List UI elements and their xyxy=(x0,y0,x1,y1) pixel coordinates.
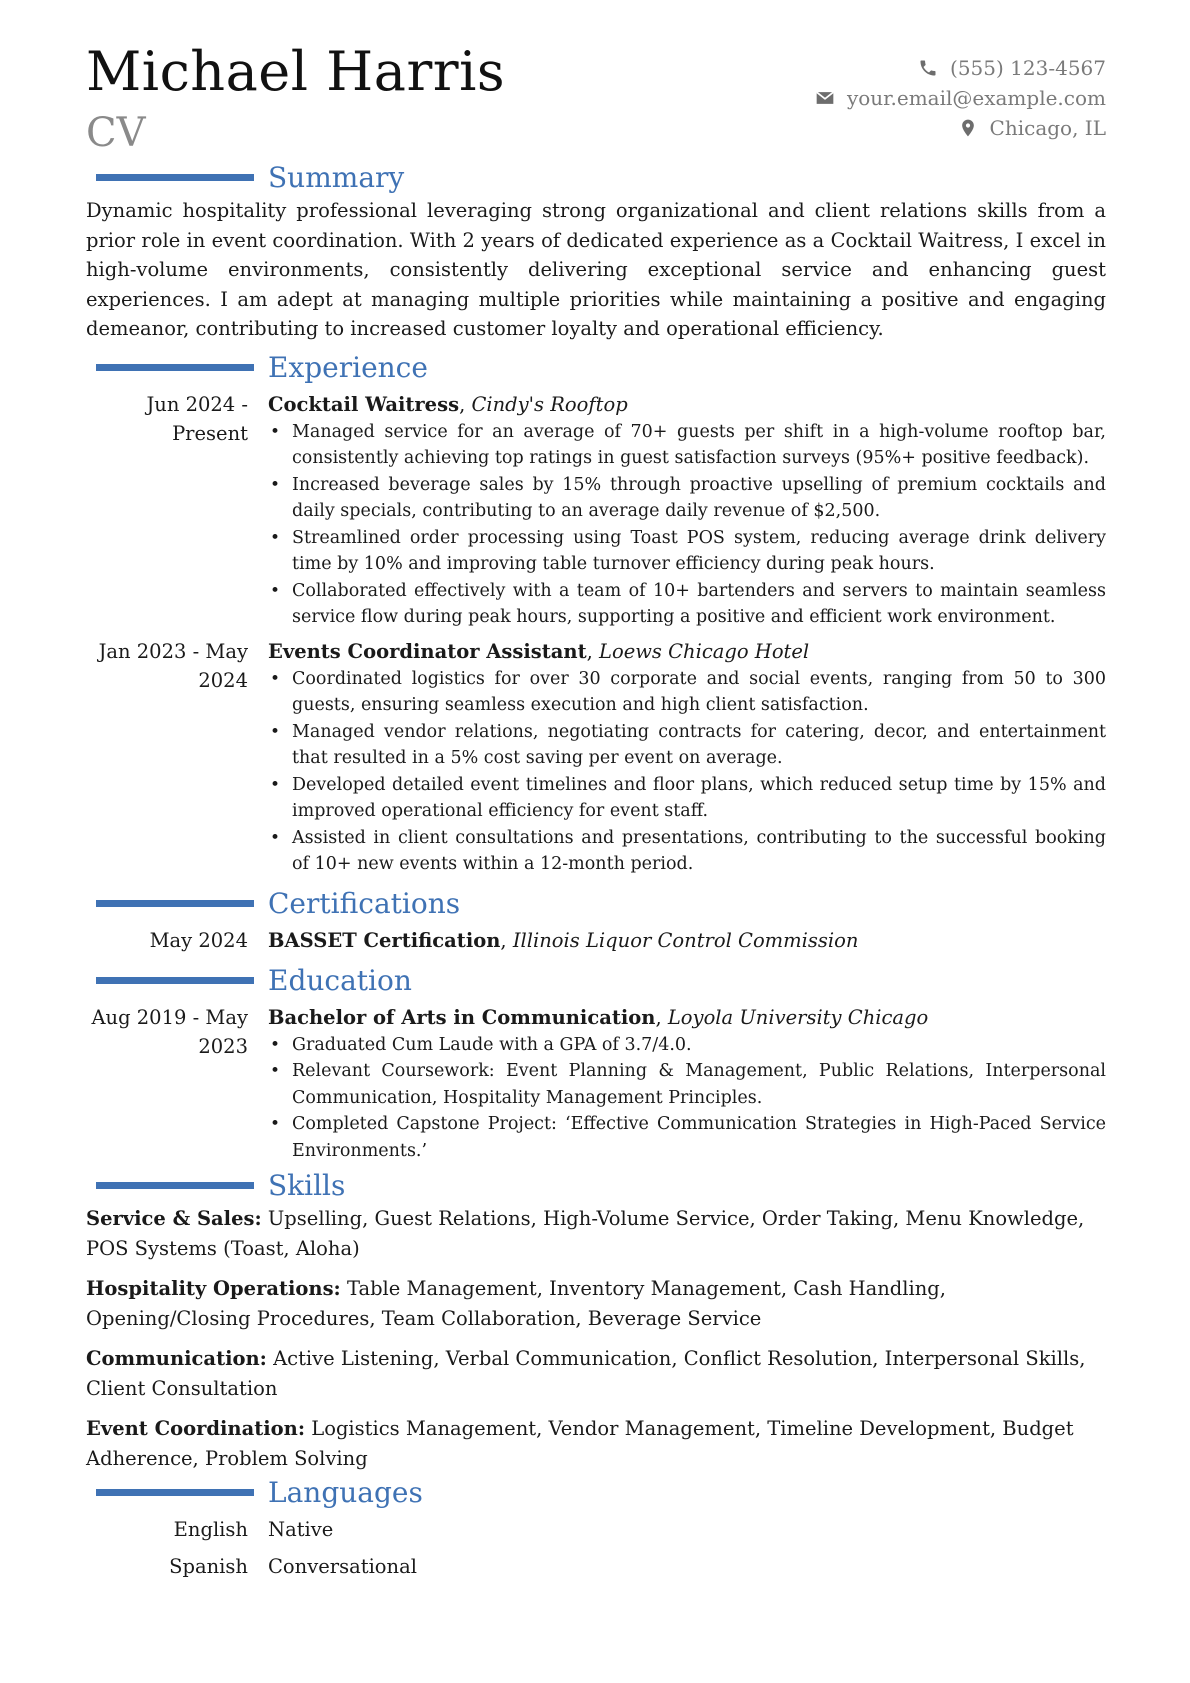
entry-org: Loews Chicago Hotel xyxy=(599,639,810,663)
list-item: • Developed detailed event timelines and floor plans, which reduced setup time by 15% and improved operational efficiency for event staff. xyxy=(268,772,1106,825)
section-title: Skills xyxy=(268,1169,346,1202)
section-title: Languages xyxy=(268,1476,423,1509)
entry-role: Bachelor of Arts in Communication xyxy=(268,1005,656,1029)
entry-date: Aug 2019 - May 2023 xyxy=(91,1005,248,1058)
section-accent-bar xyxy=(96,900,254,907)
entry-role: BASSET Certification xyxy=(268,928,501,952)
entry-role: Events Coordinator Assistant xyxy=(268,639,587,663)
entry-date: Jun 2024 - Present xyxy=(146,392,248,445)
phone-icon xyxy=(918,58,938,78)
entry-heading: Cocktail Waitress, Cindy's Rooftop xyxy=(268,392,628,416)
skill-row xyxy=(86,1344,1106,1403)
email-text[interactable]: your.email@example.com xyxy=(846,86,1106,110)
section-languages-heading xyxy=(86,1475,1106,1511)
list-item: • Graduated Cum Laude with a GPA of 3.7/4.0. xyxy=(268,1032,1106,1059)
skill-items: Logistics Management, Vendor Management, Timeline Development, Budget Adherence, Problem Solving xyxy=(86,1417,1074,1470)
entry-org: Loyola University Chicago xyxy=(667,1005,929,1029)
section-skills-heading xyxy=(86,1168,1106,1204)
entry-heading: Events Coordinator Assistant, Loews Chicago Hotel xyxy=(268,639,810,663)
entry-heading: Bachelor of Arts in Communication, Loyola University Chicago xyxy=(268,1005,929,1029)
section-accent-bar xyxy=(96,364,254,371)
contact-block xyxy=(815,53,1106,143)
skill-items: Table Management, Inventory Management, Cash Handling, Opening/Closing Procedures, Team Collaboration, Beverage Service xyxy=(86,1277,946,1330)
language-level: Conversational xyxy=(268,1555,417,1578)
contact-location xyxy=(815,113,1106,143)
entry-org: Cindy's Rooftop xyxy=(471,392,628,416)
list-item: • Streamlined order processing using Toast POS system, reducing average drink delivery time by 10% and improving table turnover efficiency during peak hours. xyxy=(268,525,1106,578)
language-name: Spanish xyxy=(169,1555,248,1578)
section-certifications-heading xyxy=(86,886,1106,922)
cv-page xyxy=(86,0,1106,1683)
skill-row xyxy=(86,1274,1106,1333)
contact-phone xyxy=(815,53,1106,83)
skill-row xyxy=(86,1204,1106,1263)
envelope-icon xyxy=(815,88,835,108)
person-name: Michael Harris xyxy=(86,40,506,103)
experience-entry xyxy=(86,637,1106,878)
skill-items: Upselling, Guest Relations, High-Volume Service, Order Taking, Menu Knowledge, POS Systems (Toast, Aloha) xyxy=(86,1207,1085,1260)
section-education-heading xyxy=(86,963,1106,999)
entry-role: Cocktail Waitress xyxy=(268,392,460,416)
language-row xyxy=(86,1511,1106,1548)
list-item: • Assisted in client consultations and presentations, contributing to the successful booking of 10+ new events within a 12-month period. xyxy=(268,825,1106,878)
map-pin-icon xyxy=(958,118,978,138)
cv-header xyxy=(86,0,1106,160)
education-entry xyxy=(86,1003,1106,1165)
list-item: • Completed Capstone Project: ‘Effective Communication Strategies in High-Paced Service Environments.’ xyxy=(268,1111,1106,1164)
list-item: • Managed service for an average of 70+ guests per shift in a high-volume rooftop bar, consistently achieving top ratings in guest satisfaction surveys (95%+ positive feedback). xyxy=(268,419,1106,472)
languages-list xyxy=(86,1511,1106,1585)
list-item: • Increased beverage sales by 15% through proactive upselling of premium cocktails and daily specials, contributing to an average daily revenue of $2,500. xyxy=(268,472,1106,525)
section-accent-bar xyxy=(96,1182,254,1189)
section-accent-bar xyxy=(96,1489,254,1496)
section-summary-heading xyxy=(86,160,1106,196)
section-accent-bar xyxy=(96,174,254,181)
section-title: Summary xyxy=(268,161,405,194)
contact-email xyxy=(815,83,1106,113)
list-item: • Collaborated effectively with a team of 10+ bartenders and servers to maintain seamless service flow during peak hours, supporting a positive and efficient work environment. xyxy=(268,578,1106,631)
entry-bullets xyxy=(268,1032,1106,1165)
experience-entry xyxy=(86,390,1106,631)
skill-row xyxy=(86,1414,1106,1473)
entry-org: Illinois Liquor Control Commission xyxy=(512,928,859,952)
section-experience-heading xyxy=(86,350,1106,386)
list-item: • Managed vendor relations, negotiating contracts for catering, decor, and entertainment that resulted in a 5% cost saving per event on average. xyxy=(268,719,1106,772)
language-level: Native xyxy=(268,1518,334,1541)
skill-items: Active Listening, Verbal Communication, Conflict Resolution, Interpersonal Skills, Client Consultation xyxy=(86,1347,1086,1400)
language-name: English xyxy=(173,1518,248,1541)
entry-bullets xyxy=(268,666,1106,878)
location-text: Chicago, IL xyxy=(989,116,1106,140)
skill-category: Hospitality Operations: xyxy=(86,1277,341,1300)
entry-date: Jan 2023 - May 2024 xyxy=(98,639,248,692)
phone-text: (555) 123-4567 xyxy=(950,56,1106,80)
skill-category: Communication: xyxy=(86,1347,267,1370)
section-accent-bar xyxy=(96,977,254,984)
list-item: • Relevant Coursework: Event Planning & Management, Public Relations, Interpersonal Communication, Hospitality Management Principles. xyxy=(268,1058,1106,1111)
entry-date: May 2024 xyxy=(149,928,248,952)
skill-category: Event Coordination: xyxy=(86,1417,306,1440)
section-title: Certifications xyxy=(268,886,461,920)
document-subtitle: CV xyxy=(86,110,146,156)
section-title: Experience xyxy=(268,350,428,384)
language-row xyxy=(86,1548,1106,1585)
skill-category: Service & Sales: xyxy=(86,1207,262,1230)
entry-heading: BASSET Certification, Illinois Liquor Control Commission xyxy=(268,928,859,952)
summary-text: Dynamic hospitality professional leveraging strong organizational and client relations skills from a prior role in event coordination. With 2 years of dedicated experience as a Cocktail Waitress, I excel in high-volume environments, consistently delivering exceptional service and enhancing guest experiences. I am adept at managing multiple priorities while maintaining a positive and engaging demeanor, contributing to increased customer loyalty and operational efficiency. xyxy=(86,199,1106,340)
entry-bullets xyxy=(268,419,1106,631)
section-title: Education xyxy=(268,963,412,997)
list-item: • Coordinated logistics for over 30 corporate and social events, ranging from 50 to 300 guests, ensuring seamless execution and high client satisfaction. xyxy=(268,666,1106,719)
skills-list xyxy=(86,1204,1106,1473)
certification-entry xyxy=(86,926,1106,955)
